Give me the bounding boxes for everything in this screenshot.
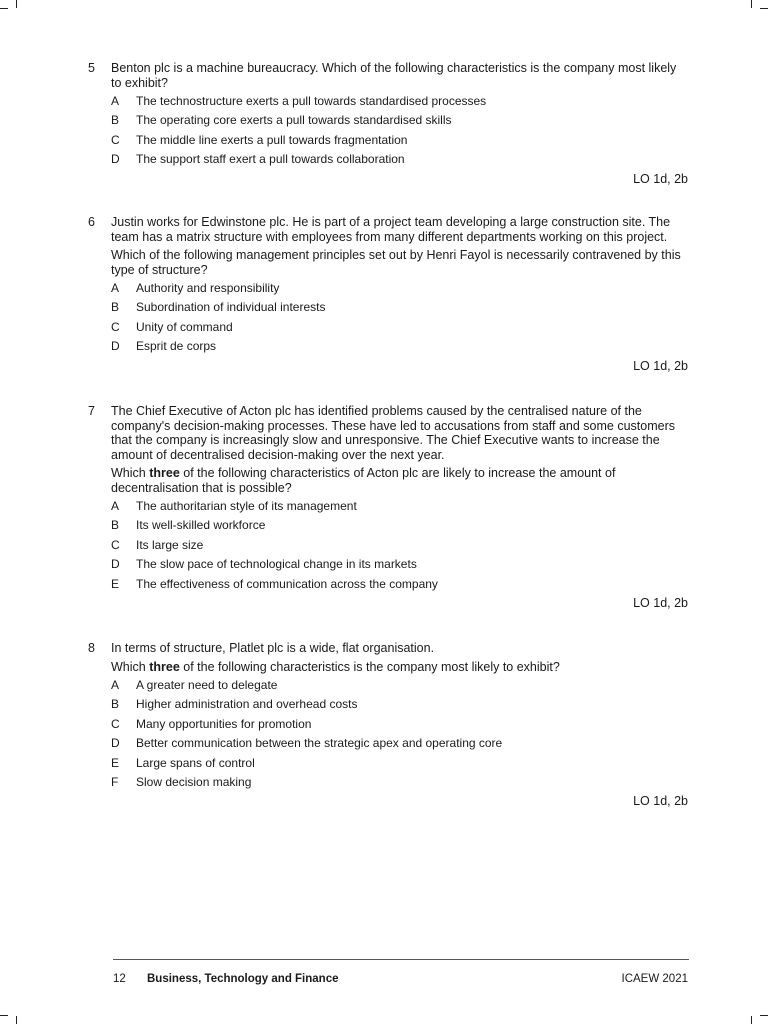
learning-outcome: LO 1d, 2b bbox=[633, 794, 688, 809]
question-number: 8 bbox=[88, 641, 95, 655]
option-text: The technostructure exerts a pull towards standardised processes bbox=[136, 94, 487, 108]
option-b[interactable] bbox=[111, 113, 688, 132]
option-b[interactable] bbox=[111, 518, 688, 537]
option-text: The middle line exerts a pull towards fragmentation bbox=[136, 132, 408, 147]
crop-mark-top-left-v bbox=[16, 0, 17, 8]
question-stem: Which of the following management principles set out by Henri Fayol is necessarily contravened by this type of structure? bbox=[111, 248, 681, 277]
option-letter: E bbox=[111, 755, 120, 770]
option-text: Its large size bbox=[136, 537, 204, 552]
option-a[interactable] bbox=[111, 94, 688, 113]
option-letter: B bbox=[111, 697, 120, 712]
option-text: Esprit de corps bbox=[136, 339, 217, 354]
question-stem: Benton plc is a machine bureaucracy. Which of the following characteristics is the company most likely to exhibit? bbox=[111, 61, 677, 90]
option-letter: C bbox=[111, 132, 120, 147]
option-text: Its well-skilled workforce bbox=[136, 518, 266, 533]
footer-title: Business, Technology and Finance bbox=[147, 973, 339, 985]
option-text: The operating core exerts a pull towards standardised skills bbox=[136, 113, 452, 128]
option-letter: B bbox=[111, 113, 120, 128]
option-d[interactable] bbox=[111, 339, 688, 358]
option-f[interactable] bbox=[111, 775, 688, 794]
question-stem: The Chief Executive of Acton plc has identified problems caused by the centralised nature of the company's decision-making processes. These have led to accusations from staff and some customers that the company is increasingly slow and unresponsive. The Chief Executive wants to increase the amount of decentralised decision-making over the next year. bbox=[111, 404, 676, 462]
option-text: Subordination of individual interests bbox=[136, 300, 326, 315]
option-text: Unity of command bbox=[136, 319, 233, 334]
footer-divider bbox=[113, 959, 689, 960]
option-c[interactable] bbox=[111, 320, 688, 339]
option-text: The slow pace of technological change in its markets bbox=[136, 557, 417, 572]
question-number: 7 bbox=[88, 404, 95, 418]
option-d[interactable] bbox=[111, 557, 688, 576]
option-letter: D bbox=[111, 152, 120, 167]
crop-mark-top-right-v bbox=[751, 0, 752, 8]
crop-mark-bottom-left-v bbox=[16, 1016, 17, 1024]
option-c[interactable] bbox=[111, 538, 688, 557]
question-number: 6 bbox=[88, 215, 95, 229]
option-text: The effectiveness of communication across the company bbox=[136, 576, 438, 591]
option-letter: F bbox=[111, 774, 119, 789]
option-text: The authoritarian style of its management bbox=[136, 499, 357, 513]
question-stem-emphasis: Which three of the following characteristics of Acton plc are likely to increase the amount of decentralisation that is possible? bbox=[111, 466, 616, 495]
option-letter: A bbox=[111, 499, 120, 513]
option-a[interactable] bbox=[111, 281, 688, 300]
option-text: Many opportunities for promotion bbox=[136, 716, 312, 731]
option-b[interactable] bbox=[111, 697, 688, 716]
option-text: Slow decision making bbox=[136, 774, 252, 789]
option-letter: C bbox=[111, 716, 120, 731]
option-text: Better communication between the strategic apex and operating core bbox=[136, 736, 503, 751]
option-text: Large spans of control bbox=[136, 755, 255, 770]
option-letter: D bbox=[111, 339, 120, 354]
option-letter: D bbox=[111, 736, 120, 751]
option-letter: B bbox=[111, 518, 120, 533]
footer-right: ICAEW 2021 bbox=[621, 973, 688, 985]
option-a[interactable] bbox=[111, 678, 688, 697]
crop-mark-bottom-right-v bbox=[751, 1016, 752, 1024]
option-letter: B bbox=[111, 300, 120, 315]
question-6 bbox=[88, 215, 688, 373]
question-7 bbox=[88, 404, 688, 610]
option-text: A greater need to delegate bbox=[136, 678, 278, 692]
learning-outcome: LO 1d, 2b bbox=[633, 595, 688, 610]
crop-mark-bottom-right bbox=[760, 1015, 768, 1016]
option-d[interactable] bbox=[111, 152, 688, 171]
learning-outcome: LO 1d, 2b bbox=[633, 358, 688, 373]
option-e[interactable] bbox=[111, 577, 688, 596]
question-number: 5 bbox=[88, 61, 95, 75]
option-letter: D bbox=[111, 557, 120, 572]
option-letter: E bbox=[111, 576, 120, 591]
option-letter: C bbox=[111, 319, 120, 334]
option-b[interactable] bbox=[111, 300, 688, 319]
option-letter: C bbox=[111, 537, 120, 552]
option-c[interactable] bbox=[111, 717, 688, 736]
question-5 bbox=[88, 61, 688, 186]
crop-mark-top-left bbox=[0, 8, 8, 9]
question-8 bbox=[88, 641, 688, 809]
learning-outcome: LO 1d, 2b bbox=[633, 171, 688, 186]
crop-mark-top-right bbox=[760, 8, 768, 9]
crop-mark-bottom-left bbox=[0, 1015, 8, 1016]
option-letter: A bbox=[111, 678, 120, 692]
option-d[interactable] bbox=[111, 736, 688, 755]
option-a[interactable] bbox=[111, 499, 688, 518]
option-c[interactable] bbox=[111, 133, 688, 152]
footer-page-number: 12 bbox=[113, 973, 126, 985]
option-letter: A bbox=[111, 281, 120, 295]
option-text: The support staff exert a pull towards collaboration bbox=[136, 152, 405, 167]
question-stem: In terms of structure, Platlet plc is a wide, flat organisation. bbox=[111, 641, 435, 655]
question-stem-emphasis: Which three of the following characteristics is the company most likely to exhibit? bbox=[111, 659, 560, 674]
option-e[interactable] bbox=[111, 756, 688, 775]
option-text: Higher administration and overhead costs bbox=[136, 697, 358, 712]
question-stem: Justin works for Edwinstone plc. He is part of a project team developing a large construction site. The team has a matrix structure with employees from many different departments working on this project. bbox=[111, 215, 671, 244]
option-letter: A bbox=[111, 94, 120, 108]
option-text: Authority and responsibility bbox=[136, 281, 280, 295]
